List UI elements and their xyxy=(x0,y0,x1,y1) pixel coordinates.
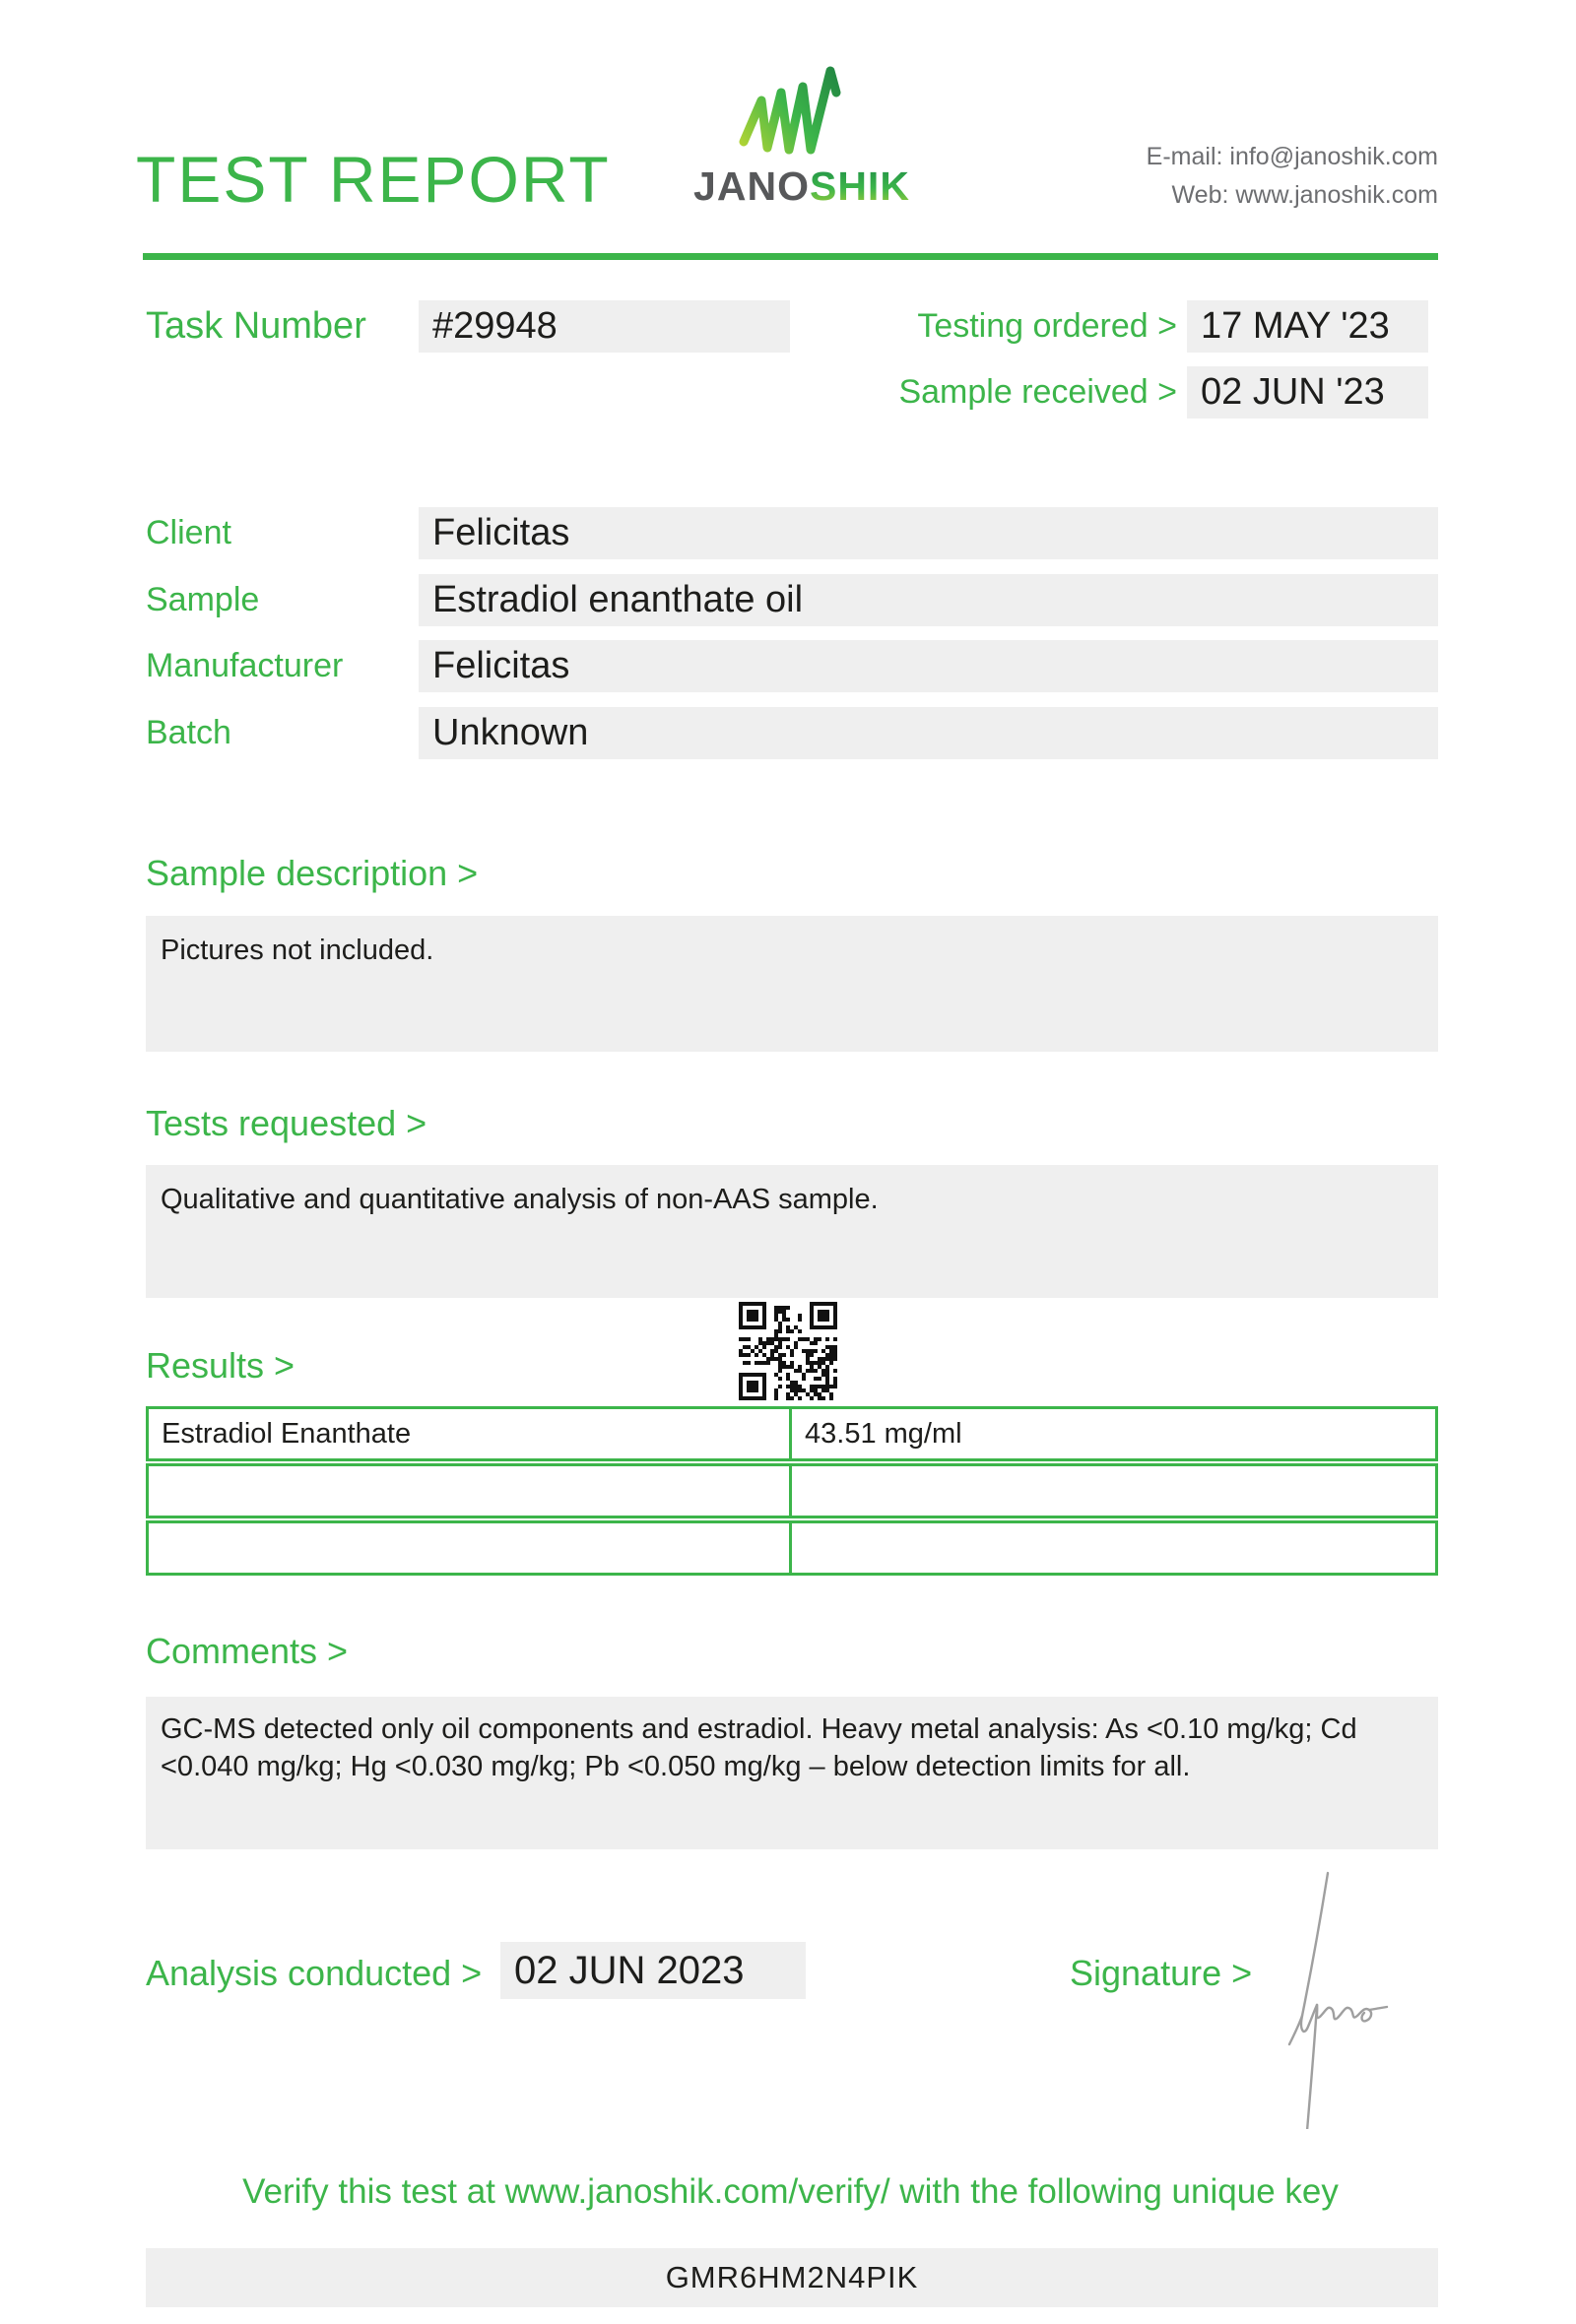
result-analyte: Estradiol Enanthate xyxy=(162,1417,412,1450)
table-row xyxy=(146,1406,1438,1461)
manufacturer-value: Felicitas xyxy=(419,640,1438,692)
signature-icon xyxy=(1261,1843,1423,2129)
sample-description-heading: Sample description > xyxy=(146,853,479,893)
manufacturer-label: Manufacturer xyxy=(146,647,344,684)
result-value xyxy=(789,1523,1435,1573)
trend-chart-icon xyxy=(733,63,871,161)
results-table xyxy=(146,1406,1438,1576)
page-title: TEST REPORT xyxy=(136,143,611,216)
batch-label: Batch xyxy=(146,714,231,751)
testing-ordered-label: Testing ordered > xyxy=(917,307,1177,345)
signature-label: Signature > xyxy=(1070,1953,1253,1993)
contact-info xyxy=(1147,138,1438,215)
verify-key: GMR6HM2N4PIK xyxy=(146,2248,1438,2307)
analysis-conducted-label: Analysis conducted > xyxy=(146,1953,483,1993)
table-row xyxy=(146,1463,1438,1518)
client-value: Felicitas xyxy=(419,507,1438,559)
sample-description-text: Pictures not included. xyxy=(161,935,434,966)
analysis-date: 02 JUN 2023 xyxy=(500,1942,806,1999)
logo-text-jano: JANO xyxy=(693,163,810,209)
result-analyte xyxy=(149,1466,789,1516)
comments-box xyxy=(146,1697,1438,1849)
table-row xyxy=(146,1520,1438,1576)
sample-description-box xyxy=(146,916,1438,1052)
contact-web: Web: www.janoshik.com xyxy=(1171,181,1438,209)
tests-requested-heading: Tests requested > xyxy=(146,1103,427,1143)
comments-text: GC-MS detected only oil components and estradiol. Heavy metal analysis: As <0.10 mg/kg; Cd <0.040 mg/kg; Hg <0.030 mg/kg; Pb <0.050 mg/kg – below detection limits for all. xyxy=(161,1713,1357,1782)
sample-label: Sample xyxy=(146,581,260,618)
logo-text-shik: SHIK xyxy=(809,163,910,209)
result-analyte xyxy=(149,1523,789,1573)
sample-received-label: Sample received > xyxy=(898,373,1177,411)
sample-received-date: 02 JUN '23 xyxy=(1187,366,1428,419)
contact-email: E-mail: info@janoshik.com xyxy=(1146,143,1438,170)
task-number-label: Task Number xyxy=(146,305,366,347)
verify-instruction: Verify this test at www.janoshik.com/verify/ with the following unique key xyxy=(242,2172,1339,2211)
tests-requested-box xyxy=(146,1165,1438,1298)
logo-wordmark xyxy=(678,163,926,210)
task-number-value: #29948 xyxy=(419,300,790,353)
header-divider xyxy=(143,253,1438,260)
client-label: Client xyxy=(146,514,231,551)
logo xyxy=(678,63,926,210)
sample-value: Estradiol enanthate oil xyxy=(419,574,1438,626)
qr-code xyxy=(739,1302,837,1400)
testing-ordered-date: 17 MAY '23 xyxy=(1187,300,1428,353)
results-heading: Results > xyxy=(146,1345,296,1386)
tests-requested-text: Qualitative and quantitative analysis of non-AAS sample. xyxy=(161,1184,879,1215)
result-value: 43.51 mg/ml xyxy=(789,1409,1435,1458)
result-value xyxy=(789,1466,1435,1516)
batch-value: Unknown xyxy=(419,707,1438,759)
comments-heading: Comments > xyxy=(146,1631,349,1671)
